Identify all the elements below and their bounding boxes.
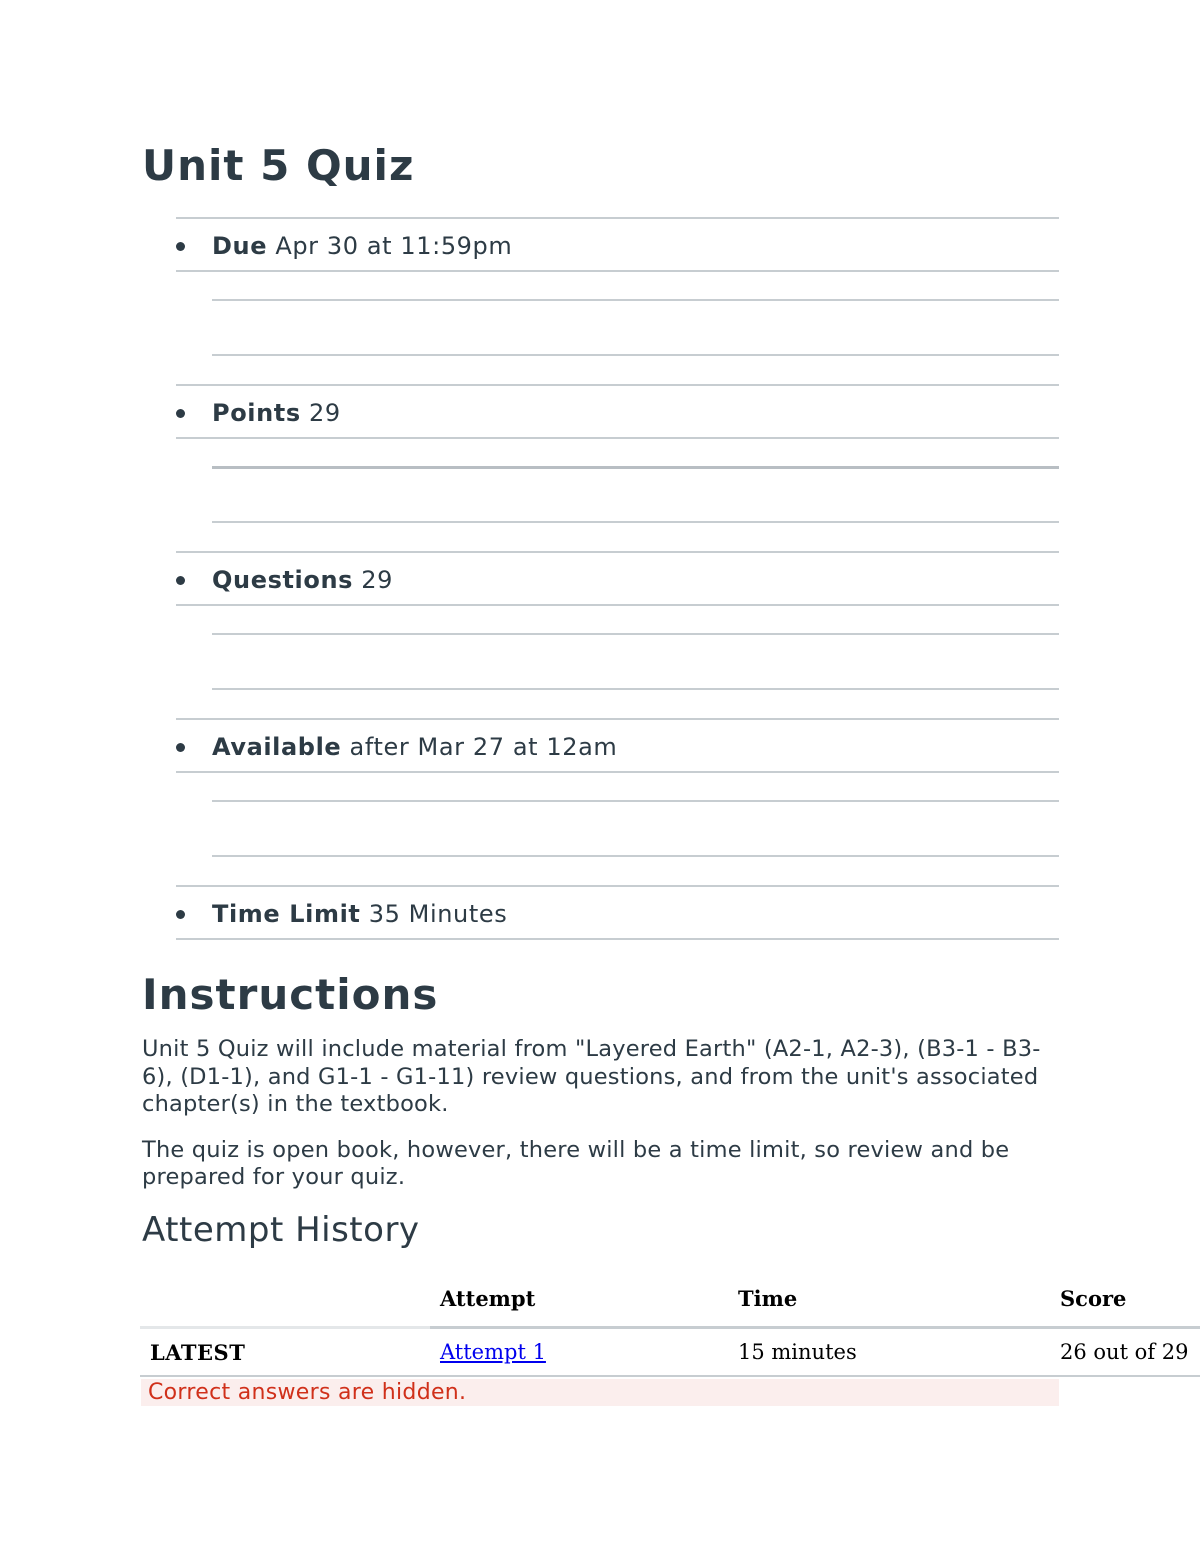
instructions-heading: Instructions — [142, 970, 439, 1019]
detail-value: 29 — [361, 566, 393, 594]
correct-answers-hidden-notice: Correct answers are hidden. — [141, 1379, 1059, 1406]
detail-label: Time Limit — [212, 900, 361, 928]
detail-questions — [176, 551, 1059, 718]
detail-label: Available — [212, 733, 342, 761]
bullet-icon — [176, 743, 185, 752]
bullet-icon — [176, 242, 185, 251]
divider — [212, 606, 1059, 718]
column-header-attempt: Attempt — [430, 1270, 728, 1328]
quiz-details-list — [176, 217, 1059, 940]
attempt-time: 15 minutes — [728, 1328, 1050, 1377]
detail-value: 35 Minutes — [368, 900, 508, 928]
bullet-icon — [176, 910, 185, 919]
attempt-history-table — [140, 1270, 1200, 1377]
attempt-status: LATEST — [140, 1328, 430, 1377]
detail-time-limit — [176, 885, 1059, 940]
attempt-score: 26 out of 29 — [1050, 1328, 1200, 1377]
detail-value: 29 — [308, 399, 341, 427]
table-row — [140, 1328, 1200, 1377]
column-header-time: Time — [728, 1270, 1050, 1328]
divider — [212, 773, 1059, 885]
detail-available — [176, 718, 1059, 885]
column-header-status — [140, 1270, 430, 1328]
attempt-link[interactable]: Attempt 1 — [440, 1340, 546, 1364]
divider — [212, 439, 1059, 551]
instructions-body — [142, 1036, 1052, 1210]
detail-label: Due — [212, 232, 268, 260]
column-header-score: Score — [1050, 1270, 1200, 1328]
bullet-icon — [176, 409, 185, 418]
detail-due — [176, 217, 1059, 384]
divider — [212, 272, 1059, 384]
detail-label: Points — [212, 399, 301, 427]
detail-label: Questions — [212, 566, 354, 594]
detail-value: after Mar 27 at 12am — [349, 733, 618, 761]
instructions-paragraph: The quiz is open book, however, there will be a time limit, so review and be prepared for your quiz. — [142, 1136, 1010, 1190]
instructions-paragraph: Unit 5 Quiz will include material from "Layered Earth" (A2-1, A2-3), (B3-1 - B3-6), (D1-1), and G1-1 - G1-11) review questions, and from the unit's associated chapter(s) in the textbook. — [142, 1036, 1041, 1117]
attempt-history-heading: Attempt History — [142, 1210, 420, 1250]
page-title: Unit 5 Quiz — [142, 141, 415, 190]
table-header-row — [140, 1270, 1200, 1328]
bullet-icon — [176, 576, 185, 585]
detail-value: Apr 30 at 11:59pm — [275, 232, 513, 260]
detail-points — [176, 384, 1059, 551]
